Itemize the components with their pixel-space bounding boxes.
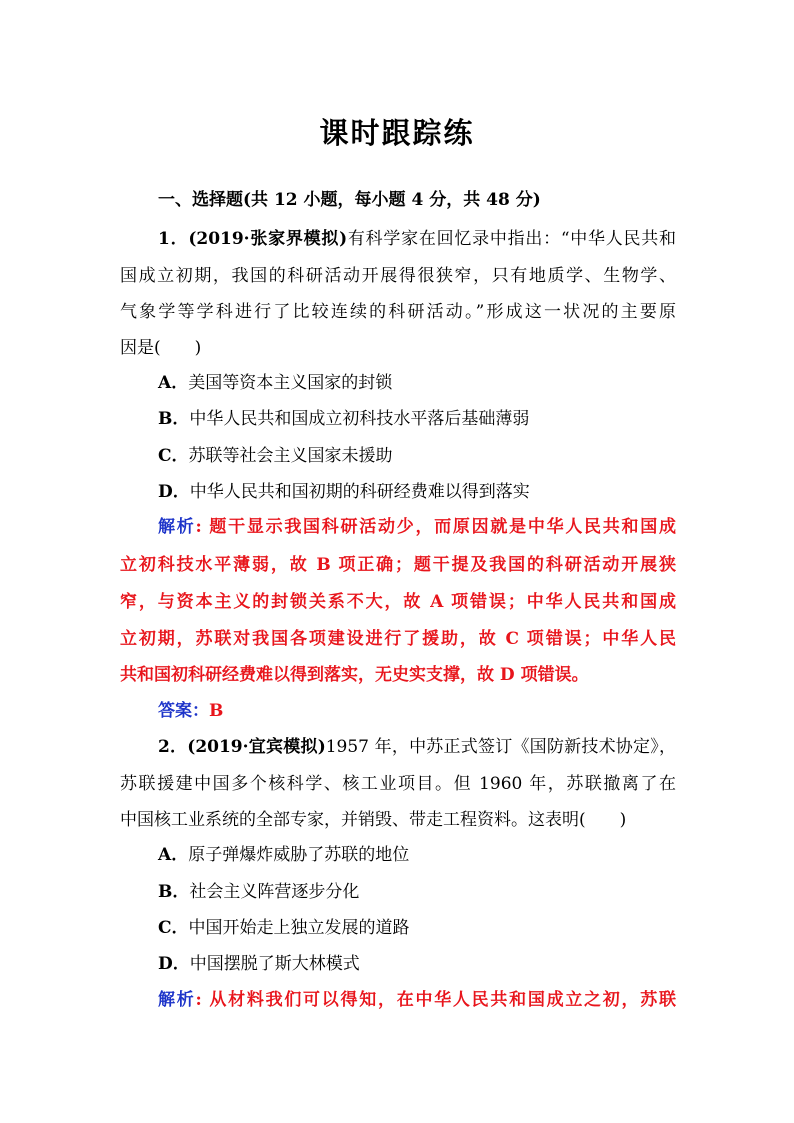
q2-source: (2019·宜宾模拟) <box>187 737 326 757</box>
q2-stem-line-2: 苏联援建中国多个核科学、核工业项目。但 1960 年，苏联撤离了在 <box>120 774 676 794</box>
q2-stem-line-3: 中国核工业系统的全部专家，并销毁、带走工程资料。这表明( ) <box>120 810 627 830</box>
q1-answer-label: 答案： <box>158 701 209 721</box>
q1-stem-line-2: 国成立初期，我国的科研活动开展得很狭窄，只有地质学、生物学、 <box>120 266 676 286</box>
q1-option-b-text: 中华人民共和国成立初科技水平落后基础薄弱 <box>189 409 530 429</box>
q1-answer-value: B <box>209 701 224 721</box>
q2-analysis-text-1: : 从材料我们可以得知，在中华人民共和国成立之初，苏联 <box>195 990 676 1010</box>
q1-option-a <box>158 371 676 395</box>
q2-number: 2． <box>158 737 188 757</box>
q1-option-b-letter: B． <box>158 409 190 429</box>
q2-option-a-letter: A． <box>158 845 189 865</box>
section-heading-line <box>158 188 676 212</box>
section-heading: 一、选择题 <box>158 190 243 210</box>
q1-stem-text-1: 有科学家在回忆录中指出：“中华人民共和 <box>347 229 676 249</box>
q2-analysis-label: 解析 <box>158 990 196 1010</box>
q2-stem-line-1 <box>158 735 676 759</box>
q1-analysis-line-2: 立初科技水平薄弱，故 B 项正确；题干提及我国的科研活动开展狭 <box>120 555 676 575</box>
q2-option-d-letter: D． <box>158 954 190 974</box>
q1-analysis-line-1 <box>158 515 676 539</box>
q1-option-a-letter: A． <box>158 373 189 393</box>
section-note: (共 12 小题，每小题 4 分，共 48 分) <box>243 190 541 210</box>
q2-option-c-letter: C． <box>158 918 189 938</box>
q2-option-b-text: 社会主义阵营逐步分化 <box>189 882 360 902</box>
q2-option-b-letter: B． <box>158 882 190 902</box>
q2-option-b <box>158 880 676 904</box>
q1-stem-line-3: 气象学等学科进行了比较连续的科研活动。”形成这一状况的主要原 <box>120 302 676 322</box>
q1-analysis-label: 解析 <box>158 517 196 537</box>
q1-option-d-text: 中华人民共和国初期的科研经费难以得到落实 <box>189 482 530 502</box>
q1-source: (2019·张家界模拟) <box>188 229 348 249</box>
q1-number: 1． <box>158 229 189 249</box>
q1-analysis-text-1: : 题干显示我国科研活动少，而原因就是中华人民共和国成 <box>195 517 676 537</box>
q1-option-c <box>158 444 676 468</box>
q2-option-d <box>158 952 676 976</box>
q2-option-c <box>158 916 676 940</box>
q1-option-d-letter: D． <box>158 482 190 502</box>
q2-option-d-text: 中国摆脱了斯大林模式 <box>189 954 360 974</box>
q1-answer-line <box>158 699 676 723</box>
q1-stem-line-1 <box>158 227 676 251</box>
q2-stem-text-1: 1957 年，中苏正式签订《国防新技术协定》， <box>325 737 676 757</box>
q1-option-c-text: 苏联等社会主义国家未援助 <box>188 446 393 466</box>
q1-option-a-text: 美国等资本主义国家的封锁 <box>188 373 393 393</box>
q1-analysis-line-3: 窄，与资本主义的封锁关系不大，故 A 项错误；中华人民共和国成 <box>120 592 676 612</box>
q1-stem-line-4: 因是( ) <box>120 338 202 358</box>
q2-option-c-text: 中国开始走上独立发展的道路 <box>188 918 410 938</box>
q1-analysis-line-4: 立初期，苏联对我国各项建设进行了援助，故 C 项错误；中华人民 <box>120 629 676 649</box>
page-title: 课时跟踪练 <box>319 116 475 150</box>
q2-analysis-line-1 <box>158 988 676 1012</box>
q1-option-d <box>158 480 676 504</box>
q1-analysis-line-5: 共和国初科研经费难以得到落实，无史实支撑，故 D 项错误。 <box>120 665 589 685</box>
q1-option-b <box>158 407 676 431</box>
q2-option-a <box>158 843 676 867</box>
q2-option-a-text: 原子弹爆炸威胁了苏联的地位 <box>188 845 410 865</box>
q1-option-c-letter: C． <box>158 446 189 466</box>
